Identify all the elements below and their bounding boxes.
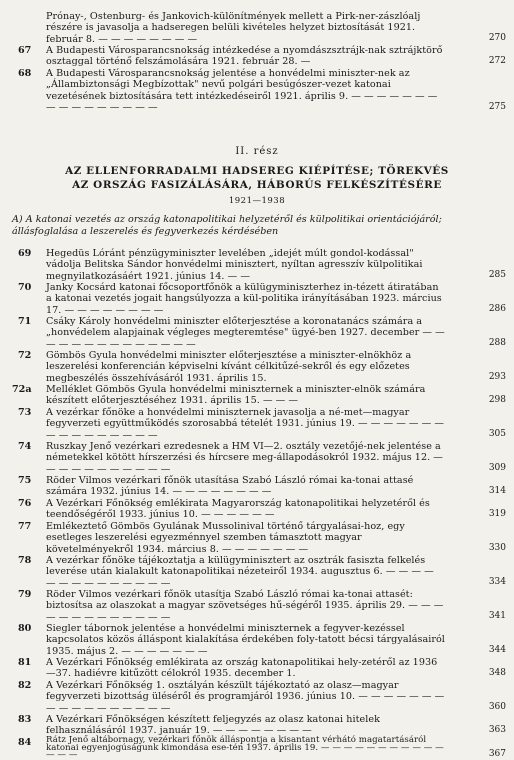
entry-number: 67	[18, 45, 32, 56]
entry-page: 285	[488, 270, 506, 280]
list-item	[0, 68, 514, 114]
entry-page: 305	[488, 429, 506, 439]
list-item	[0, 45, 514, 68]
list-item	[0, 623, 514, 657]
entry-number: 76	[18, 498, 32, 509]
entry-number: 79	[18, 589, 32, 600]
entry-page: 309	[488, 463, 506, 473]
entry-number: 69	[18, 248, 32, 259]
entry-text: Röder Vilmos vezérkari főnök utasítása Szabó László római ka-tonai attasé számára 1932. június 14. — — — — — — — —	[46, 475, 414, 498]
entry-page: 270	[488, 33, 506, 43]
entry-page: 293	[488, 372, 506, 382]
entry-text: A Vezérkari Főnökség 1. osztályán készült tájékoztató az olasz—magyar fegyverzeti bizottság üléséről és programjáról 1936. június 10. — — — — — — — — — — — — — — — — —	[46, 680, 445, 714]
entry-page: 360	[488, 702, 506, 712]
entry-text: Ruszkay Jenő vezérkari ezredesnek a HM VI—2. osztály vezetőjé-nek jelentése a németekkel kötött hírszerzési és hírcsere meg-állapodásokról 1932. május 12. — — — — — — — — — — —	[46, 441, 443, 475]
list-item	[0, 11, 514, 45]
entry-page: 363	[488, 725, 506, 735]
entry-text: Hegedüs Lóránt pénzügyminiszter levelében „idejét múlt gondol-kodással" vádolja Belitska Sándor honvédelmi minisztert, nyíltan agresszív külpolitikai megnyilatkozásáért 1921. június 14. — —	[46, 248, 423, 282]
entry-page: 367	[488, 749, 506, 759]
entry-page: 319	[488, 509, 506, 519]
entry-page: 341	[488, 611, 506, 621]
section-title-line-1: AZ ELLENFORRADALMI HADSEREG KIÉPÍTÉSE; TÖREKVÉS	[65, 165, 449, 177]
list-item	[0, 282, 514, 316]
entry-text: Rátz Jenő altábornagy, vezérkari főnök álláspontja a kisantant vérhátó magatartásáról katonai egyenjogúságunk kimondása ese-tén 1937. április 19. — — — — — — — — — — — — — —	[46, 735, 444, 760]
entry-number: 68	[18, 68, 32, 79]
entry-number: 83	[18, 714, 32, 725]
section-title-line-2: AZ ORSZÁG FASIZÁLÁSÁRA, HÁBORÚS FELKÉSZÍTÉSÉRE	[72, 179, 442, 191]
entry-page: 348	[488, 668, 506, 678]
subsection-heading: A) A katonai vezetés az ország katonapolitikai helyzetéről és külpolitikai orientációjáról; állásfoglalása a leszerelés és fegyverkezés kérdésében	[12, 214, 442, 237]
entry-number: 75	[18, 475, 32, 486]
entry-number: 71	[18, 316, 32, 327]
list-item	[0, 521, 514, 555]
list-item	[0, 316, 514, 350]
entry-page: 330	[488, 543, 506, 553]
entry-number: 72a	[12, 384, 32, 395]
entry-number: 77	[18, 521, 32, 532]
list-item	[0, 498, 514, 521]
entry-text: A Vezérkari Főnökségen készített feljegyzés az olasz katonai hitelek felhasználásáról 1937. január 19. — — — — — — — —	[46, 714, 380, 737]
entry-text: A Vezérkari Főnökség emlékirata Magyarország katonapolitikai helyzetéről és teendőségéről 1933. június 10. — — — — — —	[46, 498, 430, 521]
entry-number: 78	[18, 555, 32, 566]
entry-number: 81	[18, 657, 32, 668]
entry-number: 82	[18, 680, 32, 691]
entry-text: Emlékeztető Gömbös Gyulának Mussolinival történő tárgyalásai-hoz, egy esetleges leszerelési egyezménnyel szemben támasztott magyar követelményekről 1934. március 8. — — — — — — —	[46, 521, 405, 555]
entry-page: 298	[488, 395, 506, 405]
entry-number: 72	[18, 350, 32, 361]
entry-number: 70	[18, 282, 32, 293]
list-item	[0, 441, 514, 475]
entry-text: A vezérkar főnöke a honvédelmi miniszternek javasolja a né-met—magyar fegyverzeti együttműködés szorosabbá tételét 1931. június 19. — — — — — — — — — — — — — — — —	[46, 407, 445, 441]
list-item	[0, 555, 514, 589]
entry-page: 288	[488, 338, 506, 348]
list-item	[0, 475, 514, 498]
entry-number: 80	[18, 623, 32, 634]
list-item	[0, 384, 514, 407]
entry-text: Csáky Károly honvédelmi miniszter előterjesztése a koronatanács számára a „honvédelem alapjainak végleges megteremtése" ügyé-ben 1927. december — — — — — — — — — — — — — —	[46, 316, 445, 350]
entry-page: 272	[488, 56, 506, 66]
entry-page: 314	[488, 486, 506, 496]
entry-text: Gömbös Gyula honvédelmi miniszter előterjesztése a miniszter-elnökhöz a leszerelési konferencián képviselni kívánt célkitűzé-sekről és egy előzetes megbeszélés összehívásáról 1931. április 15.	[46, 350, 412, 384]
list-item	[0, 680, 514, 714]
entry-page: 344	[488, 645, 506, 655]
entry-text: Siegler tábornok jelentése a honvédelmi miniszternek a fegyver-kezéssel kapcsolatos közös álláspont kialakítása érdekében foly-tatott bécsi tárgyalásairól 1935. május 2. — — — — — — —	[46, 623, 445, 657]
entry-text: Janky Kocsárd katonai főcsoportfőnök a külügyminiszterhez in-tézett átiratában a katonai vezetés jogait hangsúlyozza a kül-politika irányításában 1923. március 17. — — — — — — — —	[46, 282, 442, 316]
entry-page: 286	[488, 304, 506, 314]
entry-text: Prónay-, Ostenburg- és Jankovich-különítmények mellett a Pirk-ner-zászlóalj részére is javasolja a hadseregen belüli kivételes helyzet biztosítását 1921. február 8. — — — — — — — —	[46, 11, 421, 45]
entry-text: A Vezérkari Főnökség emlékirata az ország katonapolitikai hely-zetéről az 1936—37. hadiévre kitűzött célokról 1935. december 1.	[46, 657, 438, 680]
list-item	[0, 589, 514, 623]
entry-text: Melléklet Gömbös Gyula honvédelmi miniszternek a miniszter-elnök számára készített előterjesztéséhez 1931. április 15. — — —	[46, 384, 426, 407]
list-item	[0, 248, 514, 282]
section-years: 1921—1938	[228, 196, 286, 206]
entry-text: A Budapesti Városparancsnokság jelentése a honvédelmi miniszter-nek az „Állambiztonsági Megbízottak" nevű polgári besúgószer-vezet katonai vezetésének biztosítására tett intézkedéseiről 1921. április 9. — — — — — — — — — — — — — — — —	[46, 68, 438, 113]
entry-number: 74	[18, 441, 32, 452]
entry-text: A Budapesti Városparancsnokság intézkedése a nyomdászsztrájk-nak sztrájktörő osztaggal történő felszámolására 1921. február 28. —	[46, 45, 443, 68]
entry-page: 275	[488, 102, 506, 112]
entry-text: Röder Vilmos vezérkari főnök utasítja Szabó László római ka-tonai attasét: biztosítsa az olaszokat a magyar szövetséges hű-ségéről 1935. április 29. — — — — — — — — — — — — —	[46, 589, 444, 623]
list-item	[0, 350, 514, 384]
list-item	[0, 407, 514, 441]
entry-number: 84	[18, 737, 32, 748]
part-heading: II. rész	[235, 146, 279, 157]
entry-page: 334	[488, 577, 506, 587]
list-item	[0, 714, 514, 737]
list-item	[0, 657, 514, 680]
entry-number: 73	[18, 407, 32, 418]
list-item	[0, 737, 514, 760]
entry-text: A vezérkar főnöke tájékoztatja a külügyminisztert az osztrák fasiszta felkelés leverése után kialakult katonapolitikai nézeteiről 1934. augusztus 6. — — — — — — — — — — — — — —	[46, 555, 434, 589]
